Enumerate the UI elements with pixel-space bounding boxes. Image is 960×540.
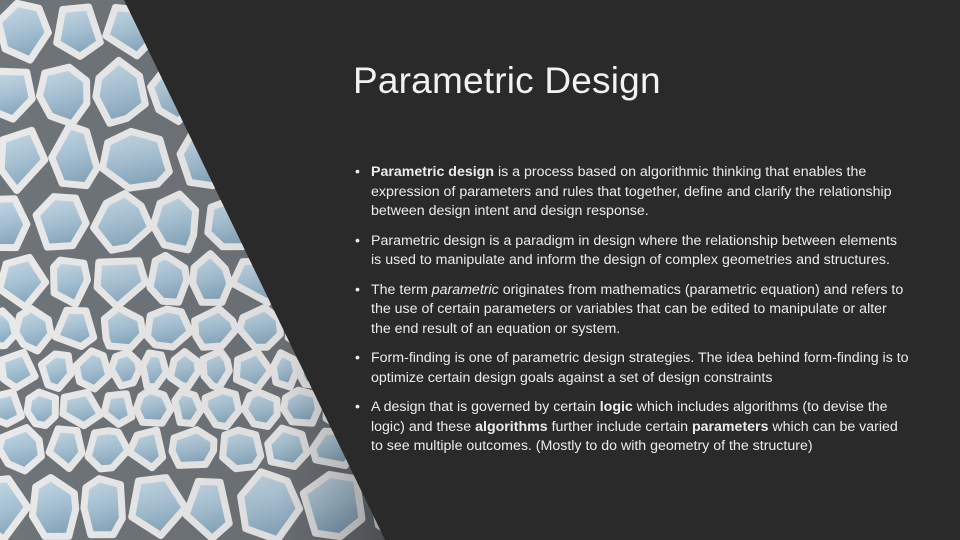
bullet-5-bold-logic: logic [599, 399, 633, 415]
bullet-5-p3: further include certain [547, 418, 692, 435]
bullet-3-pre: The term [371, 281, 432, 298]
bullet-glyph: • [355, 399, 360, 415]
bullet-5-p2: which includes algorithms (to devise the logic) and these [371, 399, 888, 435]
bullet-5-bold-algorithms: algorithms [475, 418, 548, 435]
voronoi-cell [268, 2, 312, 58]
bullet-item-3 [353, 281, 909, 340]
slide-title: Parametric Design [353, 60, 661, 101]
voronoi-cell [266, 198, 310, 251]
bullet-glyph: • [355, 281, 360, 298]
voronoi-cell [326, 393, 356, 426]
bullet-item-1 [353, 163, 909, 222]
voronoi-cell [162, 5, 211, 58]
bullet-glyph: • [355, 350, 360, 366]
bullet-item-2 [353, 232, 909, 271]
voronoi-cell [238, 129, 286, 186]
bullet-glyph: • [355, 232, 360, 249]
bullet-item-4 [353, 349, 909, 388]
bullet-3-post: originates from mathematics (parametric equation) and refers to the use of certain parameters or variables that can be edited to manipulate or alter the end result of an equation or system. [371, 281, 904, 337]
bullet-glyph: • [355, 164, 360, 180]
bullet-3-italic-term: parametric [431, 281, 499, 298]
voronoi-cell [293, 255, 325, 302]
voronoi-cell [288, 313, 325, 350]
bullet-5-p1: A design that is governed by certain [371, 399, 600, 415]
voronoi-cell [217, 6, 261, 61]
voronoi-cell [210, 71, 260, 119]
bullet-5-bold-parameters: parameters [691, 418, 769, 435]
voronoi-cell [374, 478, 422, 540]
bullet-2-text: Parametric design is a paradigm in design where the relationship between elements is used to manipulate and inform the design of complex geometries and structures. [371, 232, 898, 268]
voronoi-cell [266, 65, 316, 123]
voronoi-cell [323, 8, 376, 61]
voronoi-cell [388, 5, 441, 55]
bullet-4-text: Form-finding is one of parametric design strategies. The idea behind form-finding is to optimize certain design goals against a set of design constraints [371, 350, 909, 386]
bullet-5-p4: which can be varied to see multiple outcomes. (Mostly to do with geometry of the structure) [371, 418, 898, 454]
voronoi-cell [298, 128, 344, 189]
bullet-list [353, 163, 909, 467]
bullet-1-bold-lead: Parametric design [371, 164, 495, 180]
bullet-1-text: is a process based on algorithmic thinking that enables the expression of parameters and rules that together, define and clarify the relationship between design intent and design response. [371, 164, 892, 219]
bullet-item-5 [353, 398, 909, 457]
